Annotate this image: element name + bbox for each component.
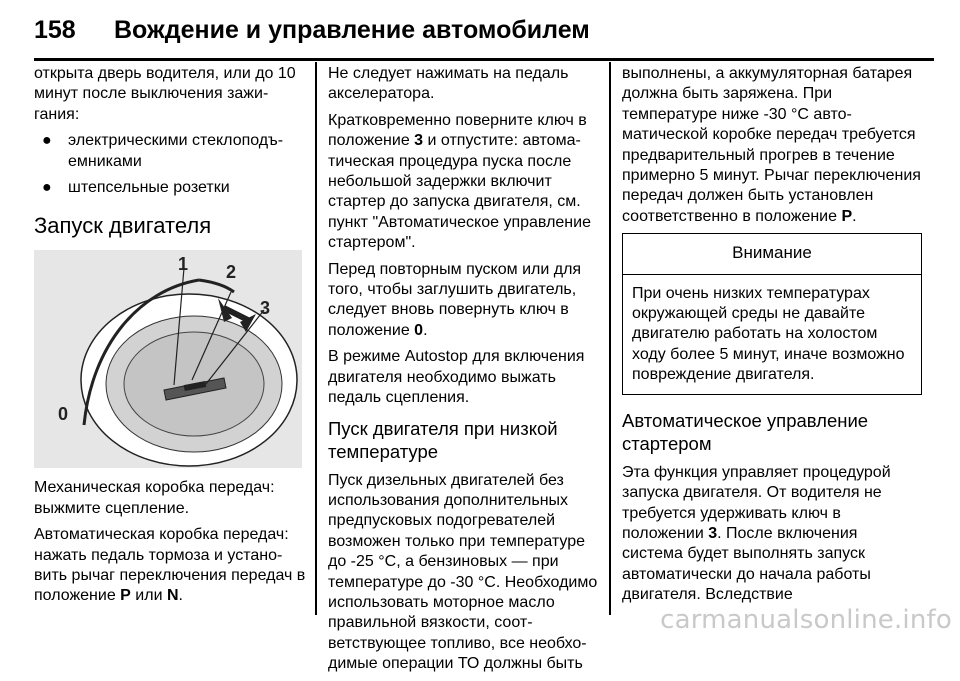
auto-gearbox-text: Автоматическая коробка передач: нажать педаль тормоза и установить рычаг переключения передач в положение [34, 526, 306, 605]
auto-starter-text: Эта функция управляет процедурой запуска двигателя. От водителя не требуется удерживать ключ в положении [622, 463, 891, 542]
watermark: carmanualsonline.info [660, 605, 952, 635]
subheading-auto-starter: Автоматическое управление стартером [622, 409, 869, 454]
list-item-text: штепсельные розетки [68, 179, 230, 197]
restart-text: Перед повторным пуском или для того, чтобы заглушить двигатель, следует вновь повернуть ключ в положение [328, 260, 582, 339]
bullet-icon: ● [42, 132, 52, 150]
position-0-label: 0 [414, 321, 424, 339]
column-1 [34, 64, 306, 613]
subheading-low-temp: Пуск двигателя при низкой температуре [328, 417, 558, 462]
column-2 [328, 64, 600, 681]
ignition-key-figure [34, 250, 302, 468]
turn-key-text-end: и отпустите: автоматическая процедура пуска после небольшой задержки включит стартер до запуска двигателя, см. пункт "Автоматическое управление стартером". [328, 132, 591, 252]
warning-box [622, 233, 922, 394]
header-rule [34, 58, 934, 61]
turn-key-text: Кратковременно поверните ключ в положение [328, 111, 587, 150]
position-3-label: 3 [708, 524, 718, 542]
warning-text: При очень низких температурах окружающей среды не давайте двигателю работать на холостом ходу более 5 минут, иначе возможно повреждение двигателя. [632, 284, 905, 384]
list-item [34, 131, 306, 172]
warning-title: Внимание [623, 234, 921, 274]
intro-paragraph: открыта дверь водителя, или до 10 минут после выключения зажигания: [34, 65, 296, 123]
restart-paragraph [328, 260, 600, 342]
low-temp-paragraph: Пуск дизельных двигателей без использования дополнительных предпусковых подогревателей возможен только при температуре до -25 °C, а бензиновых — при температуре до -30 °C. Необходимо использовать моторное масло правильной вязкости, соответствующее топливо, все необходимые операции ТО должны быть [328, 471, 598, 673]
section-heading: Запуск двигателя [34, 213, 212, 239]
ignition-illustration [34, 250, 302, 468]
gear-n-label: N [166, 587, 179, 605]
turn-key-paragraph [328, 111, 600, 254]
figure-label-1: 1 [178, 254, 189, 275]
auto-gearbox-paragraph [34, 525, 306, 607]
page-title: Вождение и управление автомобилем [114, 15, 590, 44]
position-3-label: 3 [414, 132, 424, 150]
autostop-paragraph: В режиме Autostop для включения двигателя необходимо выжать педаль сцепления. [328, 348, 585, 407]
continued-text: выполнены, а аккумуляторная батарея должна быть заряжена. При температуре ниже -30 °C автоматической коробке передач требуется предварительный прогрев в течение примерно 5 минут. Рычаг переключения передач должен быть установлен соответственно в положение [622, 65, 921, 225]
or-word: или [130, 587, 167, 605]
list-item [34, 178, 306, 198]
sentence-end: . [423, 321, 428, 339]
auto-starter-paragraph [622, 463, 922, 606]
column-divider-2 [609, 62, 611, 615]
gear-p-label: P [120, 587, 131, 605]
page-number: 158 [34, 15, 76, 44]
accelerator-paragraph: Не следует нажимать на педаль акселератора. [328, 65, 569, 103]
auto-starter-text-end: . После включения система будет выполнять запуск автоматически до начала работы двигателя. Вследствие [622, 524, 871, 604]
list-item-text: электрическими стеклоподъемниками [68, 132, 284, 170]
bullet-icon: ● [42, 179, 52, 197]
gear-p-label: P [841, 207, 853, 225]
figure-label-0: 0 [58, 404, 69, 425]
continued-paragraph [622, 64, 922, 227]
page-header [34, 6, 934, 54]
figure-label-3: 3 [260, 298, 271, 319]
sentence-end: . [178, 587, 183, 605]
manual-gearbox-paragraph: Механическая коробка передач: выжмите сцепление. [34, 479, 275, 517]
sentence-end: . [852, 207, 857, 225]
column-divider-1 [315, 62, 317, 615]
column-3 [622, 64, 922, 612]
figure-label-2: 2 [226, 262, 237, 283]
